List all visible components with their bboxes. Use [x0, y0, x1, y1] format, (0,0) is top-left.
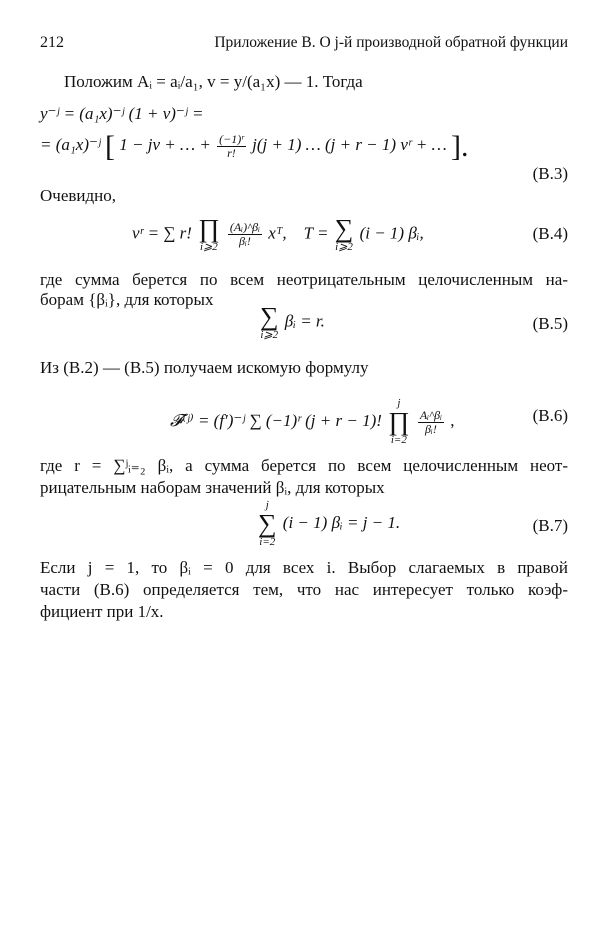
paragraph-1-line-2: борам {βᵢ}, для которых [40, 290, 214, 309]
sum-operator: ∑ i⩾2 [260, 302, 279, 341]
paragraph-2: Из (В.2) — (В.5) получаем искомую формулу [40, 358, 369, 377]
equation-b3-line2 [40, 130, 568, 164]
product-operator: ∏ i⩾2 [198, 214, 220, 253]
equation-b6-fraction: $\frac{\text{Aᵢ\textasciicircum{}βᵢ}}{\text{βᵢ!}}$ [419, 407, 442, 436]
equation-label-b7: (В.7) [532, 516, 568, 535]
equation-b4-lhs: vʳ = ∑ r! [132, 223, 192, 243]
right-bracket: ]. [450, 130, 469, 163]
equation-b4 [40, 212, 568, 256]
paragraph-3-line-1: где r = ∑ʲᵢ₌₂ βᵢ, а сумма берется по всем целочисленным неот- [40, 456, 568, 475]
paragraph-1-line-1: где сумма берется по всем неотрицательным целочисленным на- [40, 270, 568, 289]
left-bracket: [ [105, 130, 116, 163]
equation-label-b5: (В.5) [532, 314, 568, 333]
equation-b6-lhs: 𝓕⁽ʲ⁾ = (f′)⁻ʲ ∑ (−1)ʳ (j + r − 1)! [170, 410, 382, 430]
equation-b4-t: T = [303, 223, 329, 243]
equation-b6 [40, 388, 568, 444]
page-number: 212 [40, 34, 64, 51]
running-title: Приложение В. О j-й производной обратной функции [214, 34, 568, 51]
sum-operator: j ∑ i=2 [258, 499, 277, 548]
paragraph-4-line-1: Если j = 1, то βᵢ = 0 для всех i. Выбор слагаемых в правой [40, 558, 568, 577]
paragraph-3-line-2: рицательным наборам значений βᵢ, для которых [40, 478, 385, 497]
sum-operator: ∑ i⩾2 [334, 214, 354, 253]
equation-label-b4: (В.4) [532, 224, 568, 243]
obvious-line: Очевидно, [40, 186, 116, 205]
equation-b6-comma: , [450, 410, 455, 430]
equation-b3-fraction: $\frac{\text{(−1)ʳ}}{r!}$ [219, 131, 244, 160]
equation-b5-tail: βᵢ = r. [284, 311, 325, 331]
equation-b3-series-end: j(j + 1) … (j + r − 1) vʳ + … [252, 135, 447, 154]
equation-b7 [40, 500, 568, 550]
equation-label-b6: (В.6) [532, 406, 568, 425]
equation-b3-line1 [40, 104, 568, 124]
product-operator: j ∏ i=2 [388, 397, 410, 446]
equation-label-b3: (В.3) [532, 164, 568, 183]
paragraph-4-line-3: фициент при 1/x. [40, 602, 164, 621]
equation-b4-fraction: $\frac{\text{(Aᵢ)\textasciicircum{}βᵢ}}{\text{βᵢ!}}$ [229, 220, 261, 248]
equation-b3-left: = (a₁x)⁻ʲ [40, 135, 101, 154]
running-header [40, 34, 568, 54]
equation-b3-series-start: 1 − jv + … + [119, 135, 211, 154]
equation-b4-tail: (i − 1) βᵢ, [359, 223, 424, 243]
equation-b5 [40, 304, 568, 344]
equation-b4-x-power: xᵀ, [268, 223, 287, 243]
paragraph-4-line-2: части (В.6) определяется тем, что нас интересует только коэф- [40, 580, 568, 599]
equation-b3-first-part: y⁻ʲ = (a₁x)⁻ʲ (1 + v)⁻ʲ = [40, 104, 204, 123]
equation-b7-tail: (i − 1) βᵢ = j − 1. [282, 512, 401, 532]
intro-line: Положим Aᵢ = aᵢ/a₁, v = y/(a₁x) — 1. Тогда [64, 72, 363, 91]
